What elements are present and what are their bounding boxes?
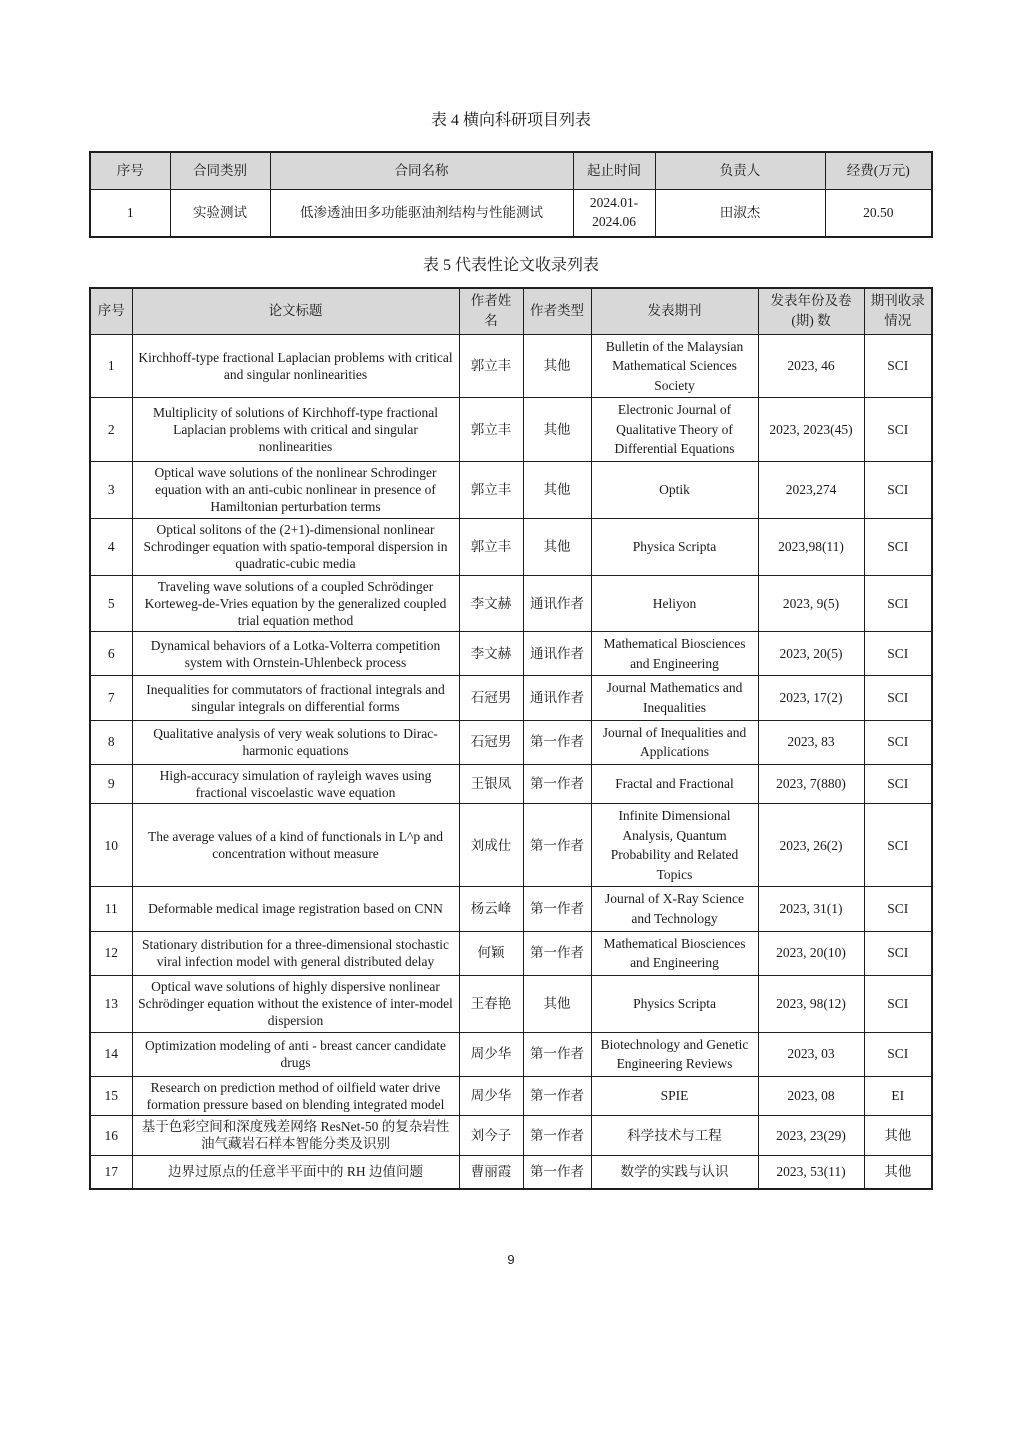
table-row <box>90 1032 932 1076</box>
table-cell: 2023, 08 <box>758 1076 864 1116</box>
table-cell: 刘成仕 <box>459 804 523 887</box>
table-cell: 14 <box>90 1032 132 1076</box>
table-cell: 石冠男 <box>459 676 523 720</box>
table-cell: 1 <box>90 190 170 237</box>
header-cell: 作者姓名 <box>459 288 523 334</box>
table-row <box>90 575 932 632</box>
table5-representative-papers <box>89 287 933 1190</box>
table-cell: High-accuracy simulation of rayleigh waves using fractional viscoelastic wave equation <box>132 764 459 804</box>
table-cell: 7 <box>90 676 132 720</box>
table-cell: 2023,274 <box>758 461 864 518</box>
table-cell: SCI <box>864 1032 932 1076</box>
table-cell: SCI <box>864 764 932 804</box>
table-cell: Stationary distribution for a three-dimensional stochastic viral infection model with general distributed delay <box>132 931 459 975</box>
table-cell: SCI <box>864 632 932 676</box>
header-cell: 作者类型 <box>523 288 591 334</box>
table-cell: 20.50 <box>825 190 932 237</box>
table-cell: 周少华 <box>459 1032 523 1076</box>
table-cell: 2023, 17(2) <box>758 676 864 720</box>
table-cell: 郭立丰 <box>459 398 523 462</box>
page-number: 9 <box>507 1251 515 1267</box>
table-cell: 数学的实践与认识 <box>591 1155 758 1189</box>
table-row <box>90 931 932 975</box>
table-cell: 2023, 20(5) <box>758 632 864 676</box>
table-cell: 第一作者 <box>523 1032 591 1076</box>
table-cell: 17 <box>90 1155 132 1189</box>
table-row <box>90 887 932 931</box>
table-row <box>90 190 932 237</box>
table-cell: 2023, 9(5) <box>758 575 864 632</box>
table-cell: 第一作者 <box>523 1155 591 1189</box>
table-cell: 杨云峰 <box>459 887 523 931</box>
table-cell: Multiplicity of solutions of Kirchhoff-type fractional Laplacian problems with critical and singular nonlinearities <box>132 398 459 462</box>
header-cell: 序号 <box>90 288 132 334</box>
table-cell: SCI <box>864 575 932 632</box>
table-cell: 2023, 23(29) <box>758 1116 864 1156</box>
header-row <box>90 288 932 334</box>
table-cell: 2023, 31(1) <box>758 887 864 931</box>
table-cell: Journal of X-Ray Science and Technology <box>591 887 758 931</box>
table-cell: SPIE <box>591 1076 758 1116</box>
table-cell: Infinite Dimensional Analysis, Quantum Probability and Related Topics <box>591 804 758 887</box>
table-cell: 科学技术与工程 <box>591 1116 758 1156</box>
table-cell: 郭立丰 <box>459 461 523 518</box>
table-cell: 2023, 46 <box>758 334 864 398</box>
table-cell: SCI <box>864 720 932 764</box>
table-cell: 石冠男 <box>459 720 523 764</box>
table-cell: Inequalities for commutators of fractional integrals and singular integrals on differential forms <box>132 676 459 720</box>
table-cell: The average values of a kind of functionals in L^p and concentration without measure <box>132 804 459 887</box>
table-cell: 李文赫 <box>459 632 523 676</box>
table-cell: Journal of Inequalities and Applications <box>591 720 758 764</box>
table-cell: 田淑杰 <box>655 190 825 237</box>
table-cell: 4 <box>90 518 132 575</box>
table-cell: 1 <box>90 334 132 398</box>
table-cell: Dynamical behaviors of a Lotka-Volterra competition system with Ornstein-Uhlenbeck process <box>132 632 459 676</box>
table-cell: 第一作者 <box>523 1076 591 1116</box>
table-cell: SCI <box>864 676 932 720</box>
table-row <box>90 398 932 462</box>
table-row <box>90 764 932 804</box>
table-cell: 基于色彩空间和深度残差网络 ResNet-50 的复杂岩性油气藏岩石样本智能分类及识别 <box>132 1116 459 1156</box>
table-cell: 王春艳 <box>459 975 523 1032</box>
table-cell: Research on prediction method of oilfield water drive formation pressure based on blending integrated model <box>132 1076 459 1116</box>
table4-research-projects <box>89 151 933 238</box>
table-cell: 其他 <box>523 398 591 462</box>
table-cell: 其他 <box>864 1155 932 1189</box>
table-cell: 第一作者 <box>523 1116 591 1156</box>
table-cell: 5 <box>90 575 132 632</box>
table-cell: SCI <box>864 518 932 575</box>
table-cell: Optical solitons of the (2+1)-dimensional nonlinear Schrodinger equation with spatio-temporal dispersion in quadratic-cubic media <box>132 518 459 575</box>
table-row <box>90 334 932 398</box>
table-cell: 6 <box>90 632 132 676</box>
table-cell: 3 <box>90 461 132 518</box>
table-cell: Heliyon <box>591 575 758 632</box>
table-cell: 其他 <box>523 975 591 1032</box>
table-cell: 其他 <box>523 518 591 575</box>
table-cell: 其他 <box>523 334 591 398</box>
table-row <box>90 975 932 1032</box>
table-cell: 边界过原点的任意半平面中的 RH 边值问题 <box>132 1155 459 1189</box>
table-cell: 郭立丰 <box>459 518 523 575</box>
table-cell: 实验测试 <box>170 190 270 237</box>
table-cell: 2023, 7(880) <box>758 764 864 804</box>
header-cell: 起止时间 <box>573 152 655 190</box>
table-cell: 王银凤 <box>459 764 523 804</box>
table-cell: Journal Mathematics and Inequalities <box>591 676 758 720</box>
table-cell: 通讯作者 <box>523 676 591 720</box>
table-cell: 2023, 2023(45) <box>758 398 864 462</box>
table-cell: Physics Scripta <box>591 975 758 1032</box>
header-cell: 合同名称 <box>270 152 573 190</box>
table-cell: 2023, 53(11) <box>758 1155 864 1189</box>
table-cell: 低渗透油田多功能驱油剂结构与性能测试 <box>270 190 573 237</box>
table-cell: Mathematical Biosciences and Engineering <box>591 632 758 676</box>
table-cell: 2 <box>90 398 132 462</box>
table-cell: 其他 <box>523 461 591 518</box>
table-cell: 通讯作者 <box>523 632 591 676</box>
table-cell: Bulletin of the Malaysian Mathematical Sciences Society <box>591 334 758 398</box>
table-row <box>90 720 932 764</box>
table-cell: 2023, 26(2) <box>758 804 864 887</box>
table-cell: Electronic Journal of Qualitative Theory of Differential Equations <box>591 398 758 462</box>
table-cell: 郭立丰 <box>459 334 523 398</box>
table-cell: 16 <box>90 1116 132 1156</box>
table-cell: 9 <box>90 764 132 804</box>
table-cell: 李文赫 <box>459 575 523 632</box>
table-row <box>90 804 932 887</box>
table-cell: SCI <box>864 461 932 518</box>
table-cell: SCI <box>864 887 932 931</box>
table-cell: 刘今子 <box>459 1116 523 1156</box>
table-cell: SCI <box>864 398 932 462</box>
table-cell: 何颖 <box>459 931 523 975</box>
table-cell: SCI <box>864 975 932 1032</box>
table-cell: Traveling wave solutions of a coupled Schrödinger Korteweg-de-Vries equation by the generalized coupled trial equation method <box>132 575 459 632</box>
table-cell: Optical wave solutions of the nonlinear Schrodinger equation with an anti-cubic nonlinear in presence of Hamiltonian perturbation terms <box>132 461 459 518</box>
header-cell: 期刊收录情况 <box>864 288 932 334</box>
header-cell: 经费(万元) <box>825 152 932 190</box>
header-cell: 论文标题 <box>132 288 459 334</box>
table-cell: EI <box>864 1076 932 1116</box>
table5-title: 表 5 代表性论文收录列表 <box>422 257 599 275</box>
table-cell: Deformable medical image registration based on CNN <box>132 887 459 931</box>
table-cell: Physica Scripta <box>591 518 758 575</box>
table-row <box>90 1116 932 1156</box>
table-cell: SCI <box>864 334 932 398</box>
table-cell: 第一作者 <box>523 764 591 804</box>
table-cell: 11 <box>90 887 132 931</box>
table-row <box>90 518 932 575</box>
table-cell: 2023,98(11) <box>758 518 864 575</box>
table-cell: 2023, 20(10) <box>758 931 864 975</box>
table-cell: 2024.01-2024.06 <box>573 190 655 237</box>
table-cell: 10 <box>90 804 132 887</box>
table-cell: Optical wave solutions of highly dispersive nonlinear Schrödinger equation without the existence of inter-model dispersion <box>132 975 459 1032</box>
table-cell: Optik <box>591 461 758 518</box>
table-cell: 8 <box>90 720 132 764</box>
table-cell: Biotechnology and Genetic Engineering Reviews <box>591 1032 758 1076</box>
table-cell: 2023, 83 <box>758 720 864 764</box>
table-cell: 12 <box>90 931 132 975</box>
table-cell: Kirchhoff-type fractional Laplacian problems with critical and singular nonlinearities <box>132 334 459 398</box>
header-cell: 序号 <box>90 152 170 190</box>
table-cell: 第一作者 <box>523 720 591 764</box>
table-cell: 曹丽霞 <box>459 1155 523 1189</box>
table-cell: 13 <box>90 975 132 1032</box>
table-cell: 通讯作者 <box>523 575 591 632</box>
header-cell: 发表期刊 <box>591 288 758 334</box>
table-cell: Mathematical Biosciences and Engineering <box>591 931 758 975</box>
table-row <box>90 632 932 676</box>
header-cell: 负责人 <box>655 152 825 190</box>
header-cell: 发表年份及卷(期) 数 <box>758 288 864 334</box>
table-row <box>90 1076 932 1116</box>
table-cell: 其他 <box>864 1116 932 1156</box>
table-row <box>90 461 932 518</box>
table-row <box>90 1155 932 1189</box>
table-cell: Fractal and Fractional <box>591 764 758 804</box>
table-cell: 第一作者 <box>523 931 591 975</box>
table-cell: 15 <box>90 1076 132 1116</box>
table-cell: Optimization modeling of anti - breast cancer candidate drugs <box>132 1032 459 1076</box>
header-row <box>90 152 932 190</box>
table4-title: 表 4 横向科研项目列表 <box>430 112 591 129</box>
table-cell: Qualitative analysis of very weak solutions to Dirac-harmonic equations <box>132 720 459 764</box>
table-row <box>90 676 932 720</box>
header-cell: 合同类别 <box>170 152 270 190</box>
table-cell: SCI <box>864 804 932 887</box>
table-cell: 周少华 <box>459 1076 523 1116</box>
table-cell: SCI <box>864 931 932 975</box>
table-cell: 2023, 98(12) <box>758 975 864 1032</box>
table-cell: 第一作者 <box>523 804 591 887</box>
table-cell: 第一作者 <box>523 887 591 931</box>
table-cell: 2023, 03 <box>758 1032 864 1076</box>
